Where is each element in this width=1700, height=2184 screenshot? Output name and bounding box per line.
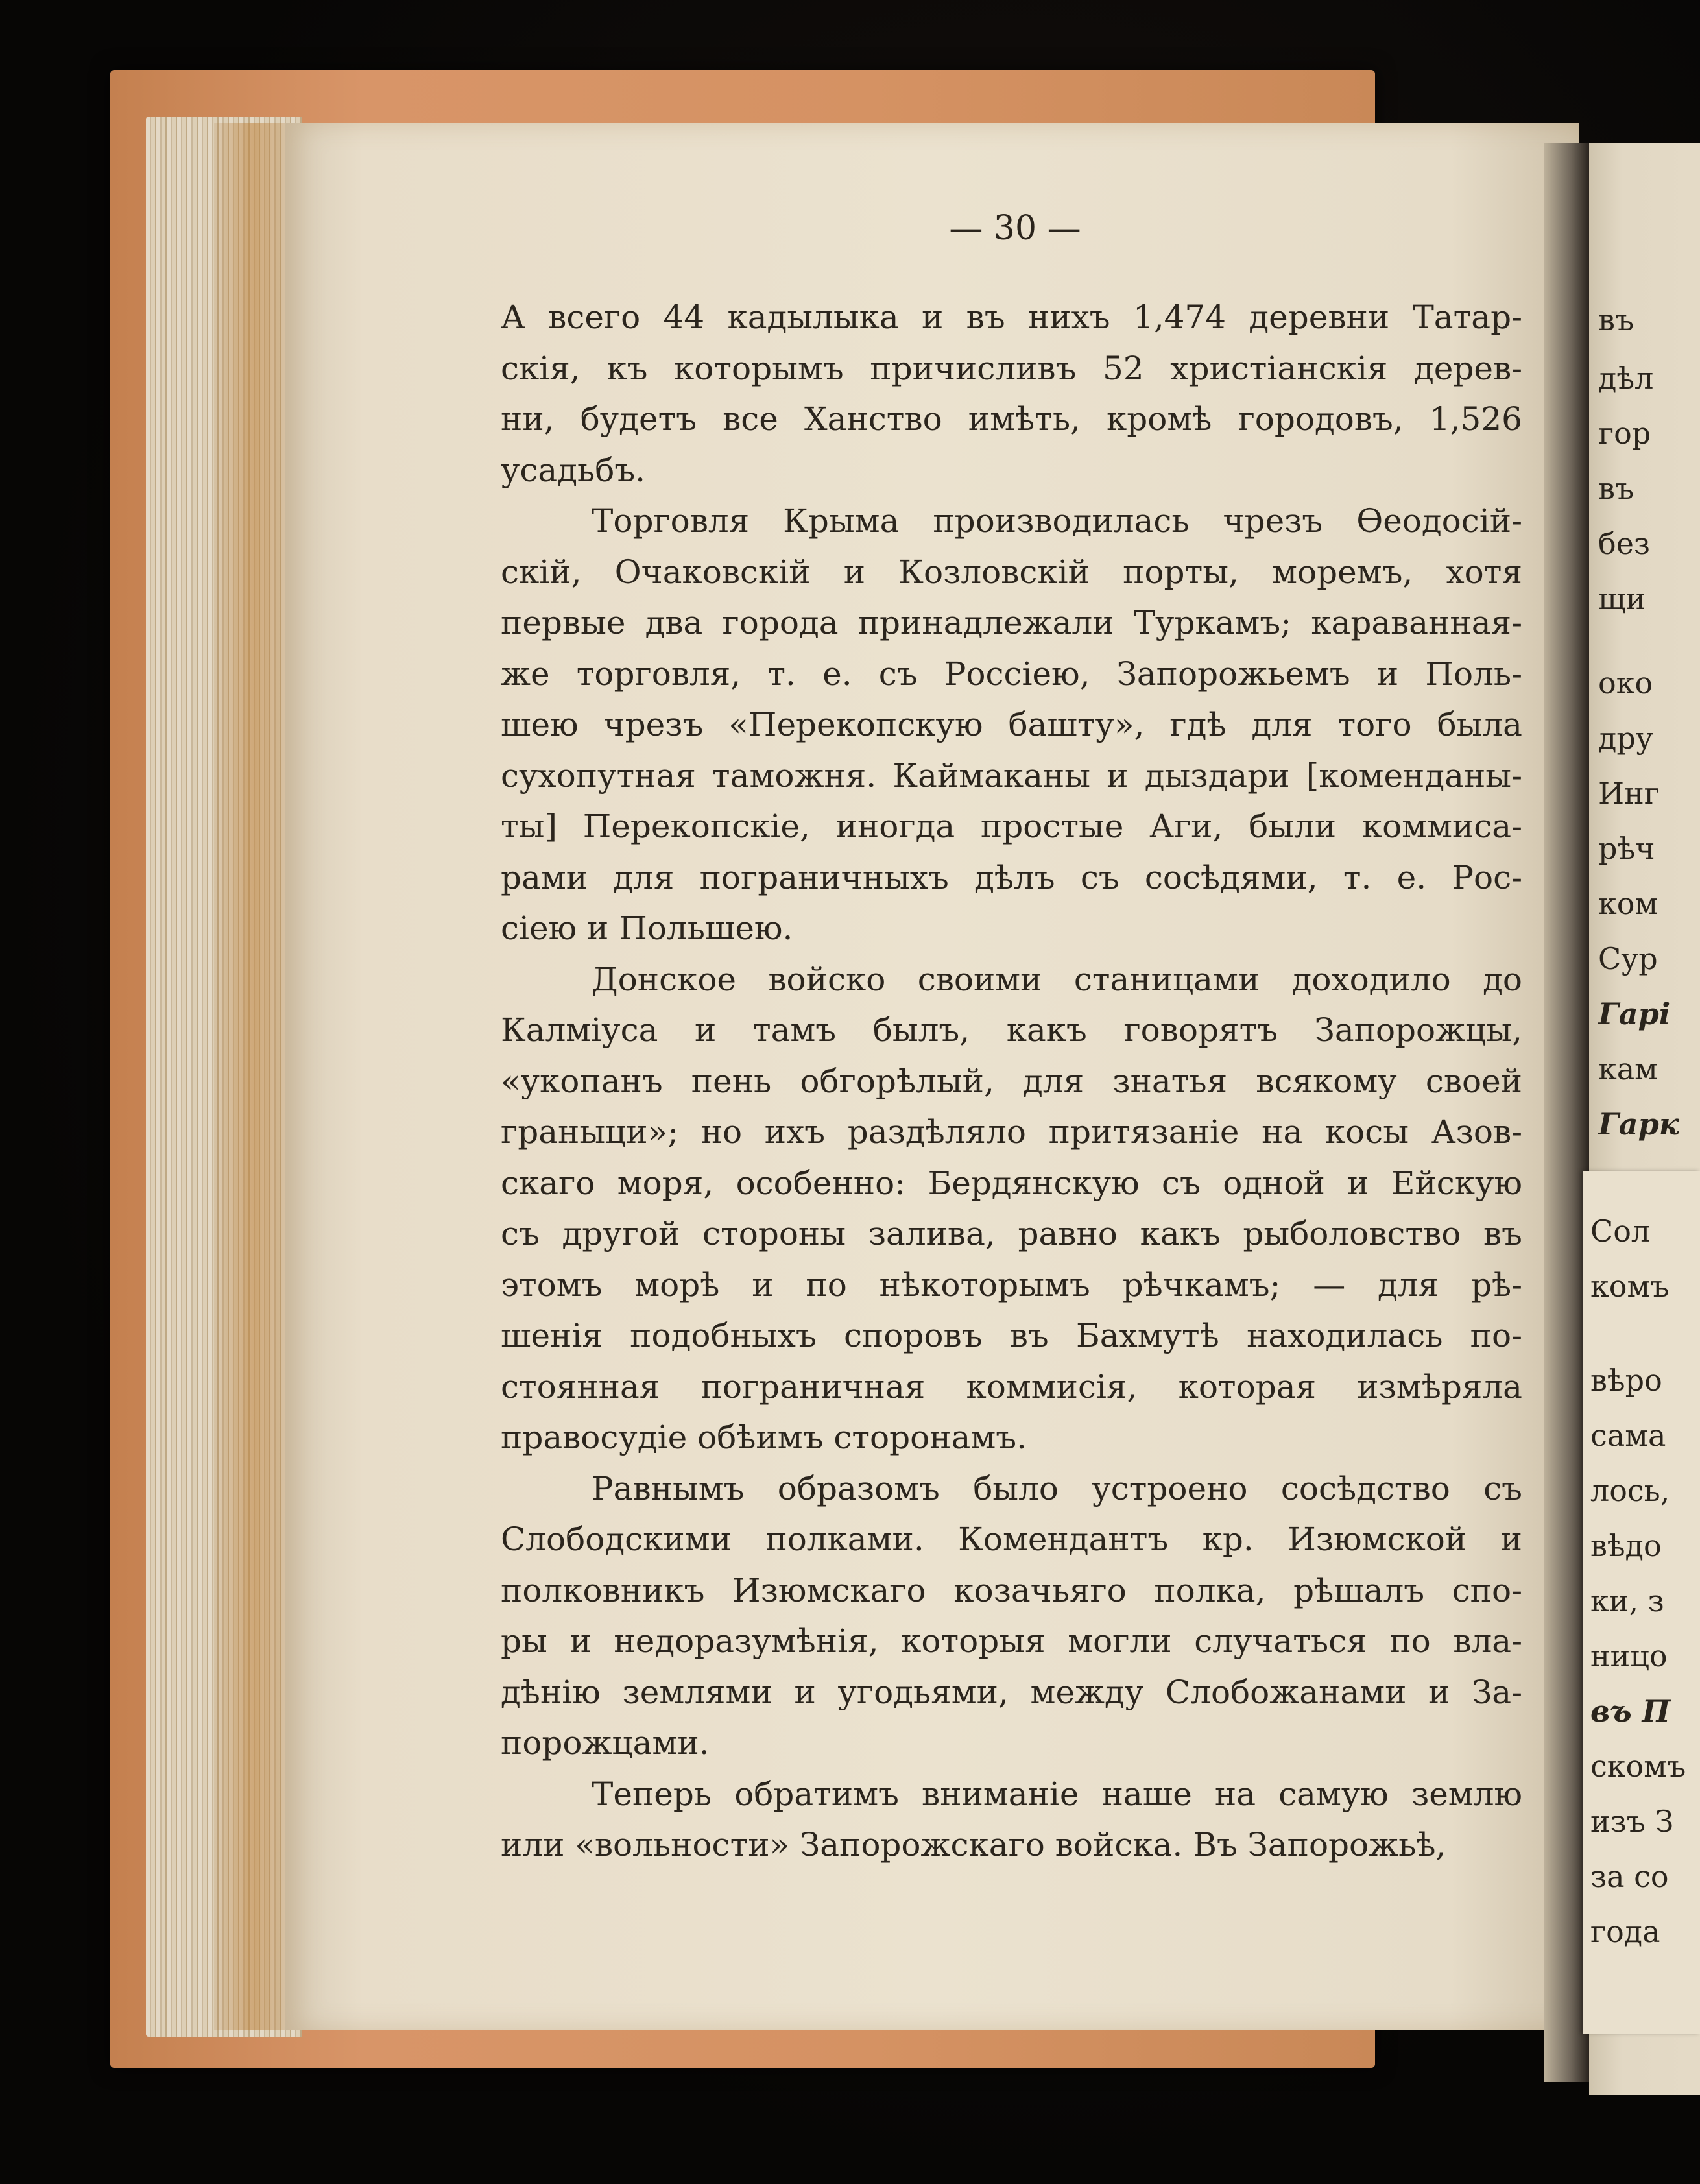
text-line: этомъ морѣ и по нѣкоторымъ рѣчкамъ; — для рѣ- <box>501 1266 1522 1304</box>
text-line: ни, будетъ все Ханство имѣть, кромѣ городовъ, 1,526 <box>501 400 1522 438</box>
facing-page-fragment: скомъ <box>1590 1749 1686 1784</box>
text-line: дѣнію землями и угодьями, между Слобожанами и За- <box>501 1673 1522 1711</box>
facing-page-fragment: гор <box>1598 416 1651 451</box>
facing-page-fragment: кам <box>1598 1051 1658 1086</box>
facing-page-fragment: рѣч <box>1598 831 1655 866</box>
paragraph <box>501 1769 1522 1871</box>
page-number: — 30 — <box>949 209 1081 248</box>
paragraph <box>501 496 1522 954</box>
facing-page-fragment: изъ З <box>1590 1804 1674 1839</box>
facing-page-fragment: око <box>1598 666 1653 701</box>
text-line: скій, Очаковскій и Козловскій порты, моремъ, хотя <box>501 553 1522 591</box>
facing-page-fragment: ком <box>1598 886 1658 921</box>
text-line: скія, къ которымъ причисливъ 52 христіанскія дерев- <box>501 349 1522 387</box>
paragraph <box>501 292 1522 496</box>
facing-page-fragment: Инг <box>1598 776 1660 811</box>
facing-page-fragment: вѣдо <box>1590 1528 1662 1563</box>
text-line: Равнымъ образомъ было устроено сосѣдство съ <box>592 1469 1522 1507</box>
facing-page-fragment: въ <box>1598 471 1634 506</box>
page-edge-stain <box>214 123 292 2030</box>
body-text <box>501 292 1522 1871</box>
facing-page-fragment: Гарк <box>1598 1107 1679 1142</box>
text-line: съ другой стороны залива, равно какъ рыболовство въ <box>501 1215 1522 1253</box>
text-line: сіею и Польшею. <box>501 909 793 947</box>
text-line: «укопанъ пень обгорѣлый, для знатья всякому своей <box>501 1062 1522 1100</box>
facing-page-insert <box>1583 1171 1700 2034</box>
text-line: ты] Перекопскіе, иногда простые Аги, были коммиса- <box>501 808 1522 845</box>
facing-page-fragment: щи <box>1598 581 1646 616</box>
text-line: усадьбъ. <box>501 451 646 489</box>
facing-page-fragment: дру <box>1598 721 1653 756</box>
text-line: шею чрезъ «Перекопскую башту», гдѣ для того была <box>501 706 1522 743</box>
facing-page-fragment: сама <box>1590 1418 1666 1453</box>
text-line: Слободскими полками. Комендантъ кр. Изюмской и <box>501 1520 1522 1558</box>
facing-page-fragment: вѣро <box>1590 1363 1662 1398</box>
facing-page-fragment: Сол <box>1590 1214 1651 1249</box>
facing-page-fragment: дѣл <box>1598 361 1654 396</box>
text-line: рами для пограничныхъ дѣлъ съ сосѣдями, т. е. Рос- <box>501 858 1522 896</box>
text-line: Донское войско своими станицами доходило до <box>592 960 1522 998</box>
facing-page-fragment: комъ <box>1590 1269 1670 1304</box>
text-line: граныци»; но ихъ раздѣляло притязаніе на косы Азов- <box>501 1113 1522 1151</box>
text-line: Теперь обратимъ вниманіе наше на самую землю <box>592 1775 1522 1813</box>
facing-page-fragment: въ <box>1598 302 1634 337</box>
text-line: порожцами. <box>501 1724 710 1762</box>
facing-page-fragment: за со <box>1590 1859 1669 1894</box>
text-line: ры и недоразумѣнія, которыя могли случаться по вла- <box>501 1622 1522 1660</box>
text-line: скаго моря, особенно: Бердянскую съ одной и Ейскую <box>501 1164 1522 1202</box>
facing-page-fragment: ницо <box>1590 1638 1668 1674</box>
text-line: первые два города принадлежали Туркамъ; караванная- <box>501 604 1522 642</box>
text-line: правосудіе обѣимъ сторонамъ. <box>501 1419 1027 1456</box>
facing-page-fragment: года <box>1590 1914 1660 1949</box>
facing-page-fragment: въ П <box>1590 1694 1671 1729</box>
facing-page-fragment: Сур <box>1598 941 1658 976</box>
text-line: А всего 44 кадылыка и въ нихъ 1,474 деревни Татар- <box>501 298 1522 336</box>
text-line: сухопутная таможня. Каймаканы и дыздари [коменданы- <box>501 756 1522 795</box>
paragraph <box>501 1463 1522 1769</box>
text-line: шенія подобныхъ споровъ въ Бахмутѣ находилась по- <box>501 1317 1522 1354</box>
facing-page-fragment: без <box>1598 526 1651 561</box>
text-line: Калміуса и тамъ былъ, какъ говорятъ Запорожцы, <box>501 1011 1522 1049</box>
facing-page-fragment: ки, з <box>1590 1583 1664 1618</box>
facing-page-fragment: Гарі <box>1598 996 1671 1031</box>
text-line: или «вольности» Запорожскаго войска. Въ Запорожьѣ, <box>501 1826 1446 1864</box>
text-line: стоянная пограничная коммисія, которая измѣряла <box>501 1367 1522 1406</box>
text-line: полковникъ Изюмскаго козачьяго полка, рѣшалъ спо- <box>501 1571 1522 1609</box>
text-line: же торговля, т. е. съ Россіею, Запорожьемъ и Поль- <box>501 654 1522 693</box>
facing-page-fragment: лось, <box>1590 1473 1670 1508</box>
paragraph <box>501 954 1522 1463</box>
text-line: Торговля Крыма производилась чрезъ Ѳеодосій- <box>592 502 1522 540</box>
